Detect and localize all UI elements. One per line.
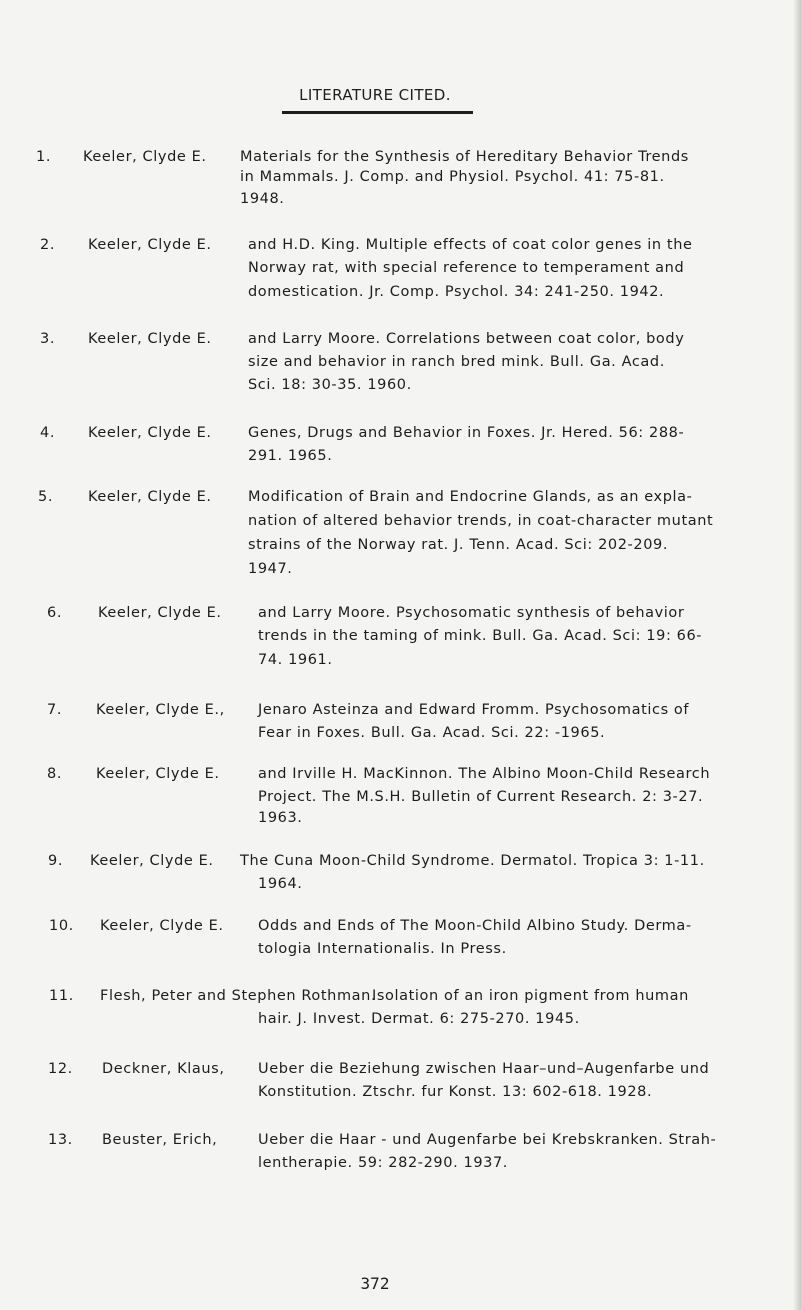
reference-text-line: 291. 1965. — [248, 448, 333, 464]
reference-number: 12. — [48, 1061, 73, 1077]
reference-author: Keeler, Clyde E. — [96, 766, 220, 782]
reference-text-line: size and behavior in ranch bred mink. Bull. Ga. Acad. — [248, 354, 665, 370]
reference-author: Keeler, Clyde E. — [88, 331, 212, 347]
reference-text-line: nation of altered behavior trends, in coat-character mutant — [248, 513, 714, 529]
reference-text-line: Sci. 18: 30-35. 1960. — [248, 377, 412, 393]
reference-text-line: and Irville H. MacKinnon. The Albino Moon-Child Research — [258, 766, 711, 782]
reference-text-line: Materials for the Synthesis of Hereditary Behavior Trends — [240, 149, 689, 165]
reference-number: 13. — [48, 1132, 73, 1148]
reference-number: 10. — [49, 918, 74, 934]
page-heading: LITERATURE CITED. — [299, 86, 451, 104]
reference-text-line: 1948. — [240, 191, 285, 207]
reference-number: 4. — [40, 425, 56, 441]
reference-author: Keeler, Clyde E. — [83, 149, 207, 165]
reference-number: 11. — [49, 988, 74, 1004]
reference-author: Keeler, Clyde E. — [88, 425, 212, 441]
reference-text-line: domestication. Jr. Comp. Psychol. 34: 241-250. 1942. — [248, 284, 665, 300]
reference-text-line: Norway rat, with special reference to temperament and — [248, 260, 685, 276]
reference-text-line: 1964. — [258, 876, 303, 892]
heading-underline — [282, 111, 473, 114]
reference-number: 7. — [47, 702, 63, 718]
reference-text-line: Project. The M.S.H. Bulletin of Current Research. 2: 3-27. — [258, 789, 704, 805]
reference-number: 1. — [36, 149, 52, 165]
reference-number: 6. — [47, 605, 63, 621]
page-number: 372 — [360, 1274, 390, 1293]
reference-text-line: Isolation of an iron pigment from human — [372, 988, 689, 1004]
reference-text-line: Odds and Ends of The Moon-Child Albino Study. Derma- — [258, 918, 692, 934]
reference-author: Beuster, Erich, — [102, 1132, 218, 1148]
reference-author: Keeler, Clyde E. — [88, 489, 212, 505]
reference-text-line: strains of the Norway rat. J. Tenn. Acad. Sci: 202-209. — [248, 537, 669, 553]
reference-author: Flesh, Peter and Stephen Rothman. — [100, 988, 377, 1004]
reference-author: Keeler, Clyde E. — [98, 605, 222, 621]
reference-author: Keeler, Clyde E. — [88, 237, 212, 253]
reference-number: 9. — [48, 853, 64, 869]
reference-text-line: in Mammals. J. Comp. and Physiol. Psychol. 41: 75-81. — [240, 169, 665, 185]
reference-text-line: Genes, Drugs and Behavior in Foxes. Jr. Hered. 56: 288- — [248, 425, 685, 441]
reference-text-line: and H.D. King. Multiple effects of coat color genes in the — [248, 237, 693, 253]
reference-text-line: and Larry Moore. Correlations between coat color, body — [248, 331, 685, 347]
reference-author: Keeler, Clyde E., — [96, 702, 225, 718]
reference-number: 5. — [38, 489, 54, 505]
reference-text-line: and Larry Moore. Psychosomatic synthesis of behavior — [258, 605, 685, 621]
reference-number: 2. — [40, 237, 56, 253]
reference-author: Keeler, Clyde E. — [100, 918, 224, 934]
reference-text-line: hair. J. Invest. Dermat. 6: 275-270. 1945. — [258, 1011, 580, 1027]
page-edge-shadow — [793, 0, 801, 1310]
reference-author: Deckner, Klaus, — [102, 1061, 225, 1077]
reference-text-line: Modification of Brain and Endocrine Glands, as an expla- — [248, 489, 693, 505]
reference-text-line: Ueber die Beziehung zwischen Haar–und–Augenfarbe und — [258, 1061, 710, 1077]
reference-text-line: Konstitution. Ztschr. fur Konst. 13: 602-618. 1928. — [258, 1084, 653, 1100]
reference-text-line: 1963. — [258, 810, 303, 826]
reference-number: 8. — [47, 766, 63, 782]
reference-text-line: tologia Internationalis. In Press. — [258, 941, 507, 957]
reference-text-line: 74. 1961. — [258, 652, 333, 668]
reference-author: Keeler, Clyde E. — [90, 853, 214, 869]
reference-text-line: lentherapie. 59: 282-290. 1937. — [258, 1155, 509, 1171]
reference-number: 3. — [40, 331, 56, 347]
reference-text-line: Fear in Foxes. Bull. Ga. Acad. Sci. 22: -1965. — [258, 725, 606, 741]
reference-text-line: The Cuna Moon-Child Syndrome. Dermatol. Tropica 3: 1-11. — [240, 853, 705, 869]
reference-text-line: Jenaro Asteinza and Edward Fromm. Psychosomatics of — [258, 702, 690, 718]
reference-text-line: Ueber die Haar - und Augenfarbe bei Krebskranken. Strah- — [258, 1132, 717, 1148]
reference-text-line: trends in the taming of mink. Bull. Ga. Acad. Sci: 19: 66- — [258, 628, 703, 644]
reference-text-line: 1947. — [248, 561, 293, 577]
